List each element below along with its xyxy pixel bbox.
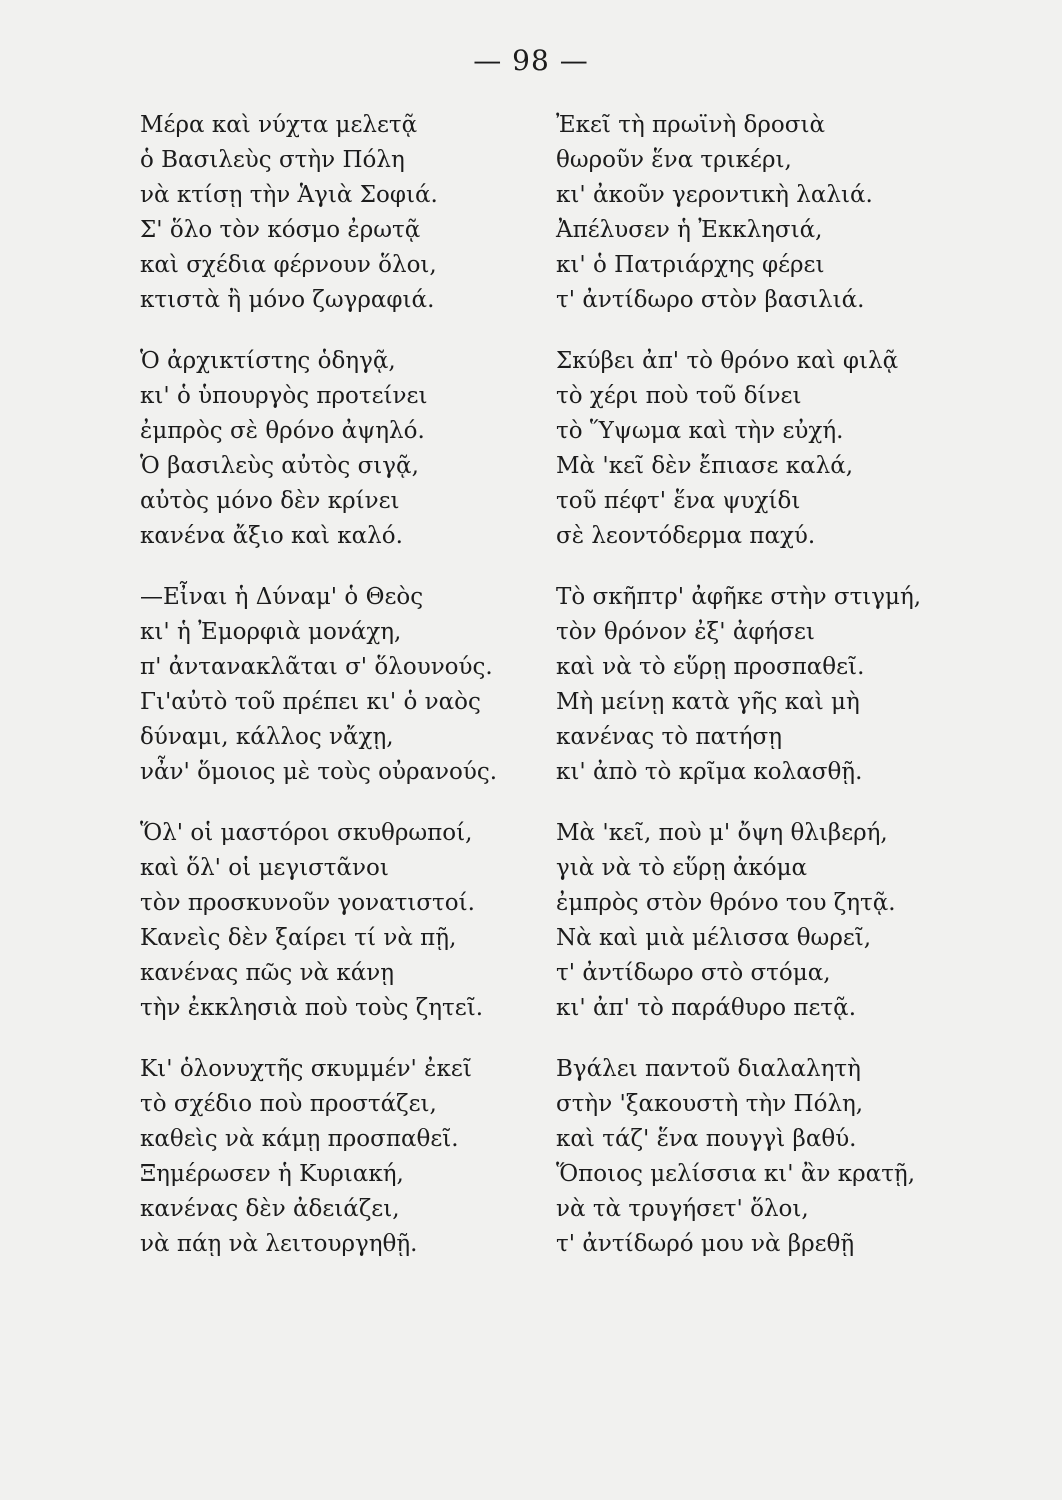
verse-line: Ἐκεῖ τὴ πρωϊνὴ δροσιὰ: [556, 112, 826, 138]
verse-line: κι' ἀκοῦν γεροντικὴ λαλιά.: [556, 182, 873, 208]
verse-line: κι' ἀπὸ τὸ κρῖμα κολασθῇ.: [556, 759, 863, 785]
verse-line: Ὅλ' οἱ μαστόροι σκυθρωποί,: [140, 820, 473, 846]
verse-line: καὶ νὰ τὸ εὕρῃ προσπαθεῖ.: [556, 654, 865, 680]
verse-line: καθεὶς νὰ κάμῃ προσπαθεῖ.: [140, 1126, 459, 1152]
verse-line: π' ἀντανακλᾶται σ' ὅλουνούς.: [140, 654, 493, 680]
stanza: [140, 108, 540, 318]
verse-line: στὴν 'ξακουστὴ τὴν Πόλη,: [556, 1091, 864, 1117]
verse-line: Μέρα καὶ νύχτα μελετᾷ: [140, 112, 418, 138]
verse-line: τ' ἀντίδωρό μου νὰ βρεθῇ: [556, 1231, 855, 1257]
verse-line: τὴν ἐκκλησιὰ ποὺ τοὺς ζητεῖ.: [140, 995, 484, 1021]
verse-line: τ' ἀντίδωρο στὸν βασιλιά.: [556, 287, 865, 313]
verse-line: δύναμι, κάλλος νἄχῃ,: [140, 724, 394, 750]
verse-line: κι' ἀπ' τὸ παράθυρο πετᾷ.: [556, 995, 856, 1021]
verse-line: ὁ Βασιλεὺς στὴν Πόλη: [140, 147, 405, 173]
verse-line: θωροῦν ἕνα τρικέρι,: [556, 147, 792, 173]
verse-line: τὸ Ὕψωμα καὶ τὴν εὐχή.: [556, 418, 844, 444]
verse-line: τὸ χέρι ποὺ τοῦ δίνει: [556, 383, 802, 409]
stanza: [140, 1052, 540, 1262]
verse-line: κι' ὁ ὑπουργὸς προτείνει: [140, 383, 428, 409]
verse-line: αὐτὸς μόνο δὲν κρίνει: [140, 488, 400, 514]
verse-line: κανένα ἄξιο καὶ καλό.: [140, 523, 403, 549]
stanza: [556, 816, 966, 1026]
verse-line: κανένας τὸ πατήσῃ: [556, 724, 783, 750]
verse-line: τὸν θρόνον ἐξ' ἀφήσει: [556, 619, 815, 645]
verse-line: Ὁ βασιλεὺς αὐτὸς σιγᾷ,: [140, 453, 419, 479]
verse-line: ἐμπρὸς στὸν θρόνο του ζητᾷ.: [556, 890, 896, 916]
verse-line: νὰ τὰ τρυγήσετ' ὅλοι,: [556, 1196, 809, 1222]
verse-line: Ὅποιος μελίσσια κι' ἂν κρατῇ,: [556, 1161, 916, 1187]
verse-line: Κι' ὁλονυχτῆς σκυμμέν' ἐκεῖ: [140, 1056, 472, 1082]
stanza: [556, 108, 966, 318]
verse-line: ἐμπρὸς σὲ θρόνο ἀψηλό.: [140, 418, 425, 444]
verse-line: νὰ πάῃ νὰ λειτουργηθῇ.: [140, 1231, 418, 1257]
verse-line: τ' ἀντίδωρο στὸ στόμα,: [556, 960, 831, 986]
right-poem-column: [556, 108, 966, 1288]
left-poem-column: [140, 108, 540, 1288]
verse-line: τοῦ πέφτ' ἕνα ψυχίδι: [556, 488, 801, 514]
stanza: [140, 580, 540, 790]
verse-line: τὸ σχέδιο ποὺ προστάζει,: [140, 1091, 437, 1117]
verse-line: κτιστὰ ἢ μόνο ζωγραφιά.: [140, 287, 435, 313]
verse-line: Βγάλει παντοῦ διαλαλητὴ: [556, 1056, 861, 1082]
page-number: — 98 —: [473, 44, 589, 77]
verse-line: γιὰ νὰ τὸ εὕρῃ ἀκόμα: [556, 855, 808, 881]
verse-line: Ἀπέλυσεν ἡ Ἐκκλησιά,: [556, 217, 823, 243]
verse-line: νὰ κτίσῃ τὴν Ἁγιὰ Σοφιά.: [140, 182, 438, 208]
verse-line: νἆν' ὅμοιος μὲ τοὺς οὐρανούς.: [140, 759, 498, 785]
verse-line: Γι'αὐτὸ τοῦ πρέπει κι' ὁ ναὸς: [140, 689, 481, 715]
verse-line: Μὰ 'κεῖ δὲν ἔπιασε καλά,: [556, 453, 854, 479]
stanza: [140, 816, 540, 1026]
verse-line: κανένας δὲν ἀδειάζει,: [140, 1196, 400, 1222]
verse-line: Νὰ καὶ μιὰ μέλισσα θωρεῖ,: [556, 925, 872, 951]
verse-line: καὶ τάζ' ἕνα πουγγὶ βαθύ.: [556, 1126, 857, 1152]
verse-line: κι' ὁ Πατριάρχης φέρει: [556, 252, 825, 278]
verse-line: Τὸ σκῆπτρ' ἀφῆκε στὴν στιγμή,: [556, 584, 922, 610]
verse-line: —Εἶναι ἡ Δύναμ' ὁ Θεὸς: [140, 584, 424, 610]
verse-line: καὶ σχέδια φέρνουν ὅλοι,: [140, 252, 437, 278]
verse-line: κανένας πῶς νὰ κάνῃ: [140, 960, 395, 986]
verse-line: τὸν προσκυνοῦν γονατιστοί.: [140, 890, 475, 916]
stanza: [140, 344, 540, 554]
stanza: [556, 1052, 966, 1262]
verse-line: Σκύβει ἀπ' τὸ θρόνο καὶ φιλᾷ: [556, 348, 899, 374]
stanza: [556, 344, 966, 554]
verse-line: Μὰ 'κεῖ, ποὺ μ' ὄψη θλιβερή,: [556, 820, 888, 846]
verse-line: Κανεὶς δὲν ξαίρει τί νὰ πῇ,: [140, 925, 457, 951]
verse-line: κι' ἡ Ἐμορφιὰ μονάχη,: [140, 619, 402, 645]
verse-line: Ξημέρωσεν ἡ Κυριακή,: [140, 1161, 404, 1187]
verse-line: Ὁ ἀρχικτίστης ὁδηγᾷ,: [140, 348, 396, 374]
verse-line: Μὴ μείνῃ κατὰ γῆς καὶ μὴ: [556, 689, 860, 715]
verse-line: σὲ λεοντόδερμα παχύ.: [556, 523, 816, 549]
stanza: [556, 580, 966, 790]
verse-line: καὶ ὅλ' οἱ μεγιστᾶνοι: [140, 855, 389, 881]
verse-line: Σ' ὅλο τὸν κόσμο ἐρωτᾷ: [140, 217, 421, 243]
